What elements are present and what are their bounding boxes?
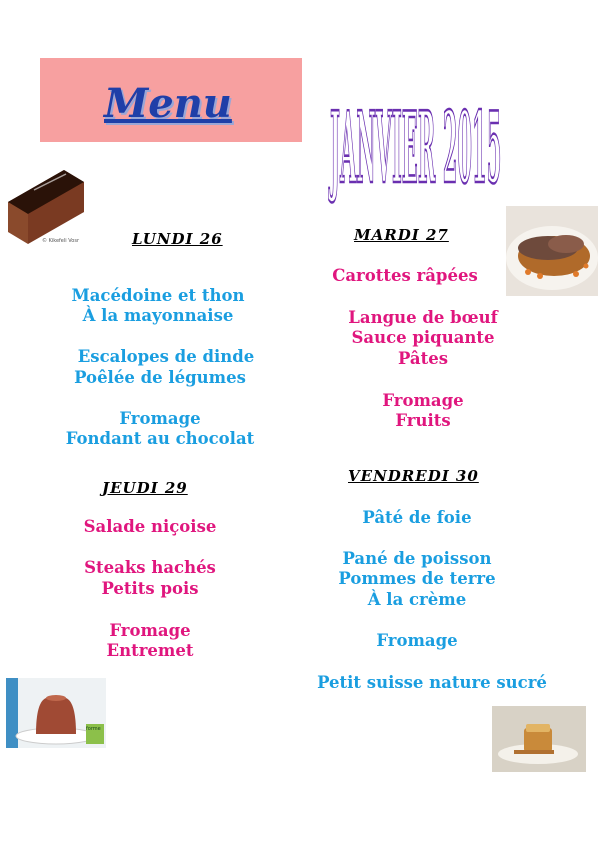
mardi-dish-2: Langue de bœuf	[348, 308, 498, 327]
day-heading-vendredi: VENDREDI 30	[348, 467, 479, 485]
jeudi-dish-2: Steaks hachés	[84, 558, 216, 577]
vendredi-dish-1: Pâté de foie	[362, 508, 472, 527]
flan-photo-side-text: formebienetre.com	[0, 687, 7, 735]
jeudi-dish-5: Entremet	[106, 641, 194, 660]
page-title: Menu	[104, 80, 232, 127]
jeudi-dish-3: Petits pois	[101, 579, 199, 598]
mardi-dish-3: Sauce piquante	[351, 328, 495, 347]
vendredi-dish-4: À la crème	[367, 590, 467, 609]
mardi-dish-5: Fromage	[382, 391, 464, 410]
lundi-dish-4: Poêlée de légumes	[74, 368, 246, 387]
mardi-dish-1: Carottes râpées	[332, 266, 478, 285]
lundi-dish-1: Macédoine et thon	[71, 286, 245, 305]
vendredi-dish-6: Petit suisse nature sucré	[317, 673, 547, 692]
month-wordart	[328, 82, 550, 206]
vendredi-dish-2: Pané de poisson	[342, 549, 492, 568]
vendredi-dish-5: Fromage	[376, 631, 458, 650]
mardi-dish-6: Fruits	[395, 411, 451, 430]
day-heading-mardi: MARDI 27	[354, 226, 449, 244]
lundi-dish-5: Fromage	[119, 409, 201, 428]
beef-tongue-photo	[506, 206, 598, 296]
jeudi-dish-1: Salade niçoise	[83, 517, 217, 536]
lundi-dish-3: Escalopes de dinde	[77, 347, 255, 366]
month-title: JANVIER 2015	[330, 89, 502, 206]
flan-photo-logo: forme	[86, 726, 101, 732]
jeudi-dish-4: Fromage	[109, 621, 191, 640]
cake-photo-caption: © Kikefeli Vosr	[42, 238, 80, 244]
lundi-dish-2: À la mayonnaise	[82, 306, 234, 325]
pate-photo	[492, 706, 586, 772]
lundi-dish-6: Fondant au chocolat	[65, 429, 255, 448]
cake-photo	[4, 162, 94, 248]
flan-photo	[0, 678, 106, 748]
day-heading-lundi: LUNDI 26	[132, 230, 223, 248]
vendredi-dish-3: Pommes de terre	[338, 569, 496, 588]
mardi-dish-4: Pâtes	[397, 349, 449, 368]
day-heading-jeudi: JEUDI 29	[102, 479, 188, 497]
